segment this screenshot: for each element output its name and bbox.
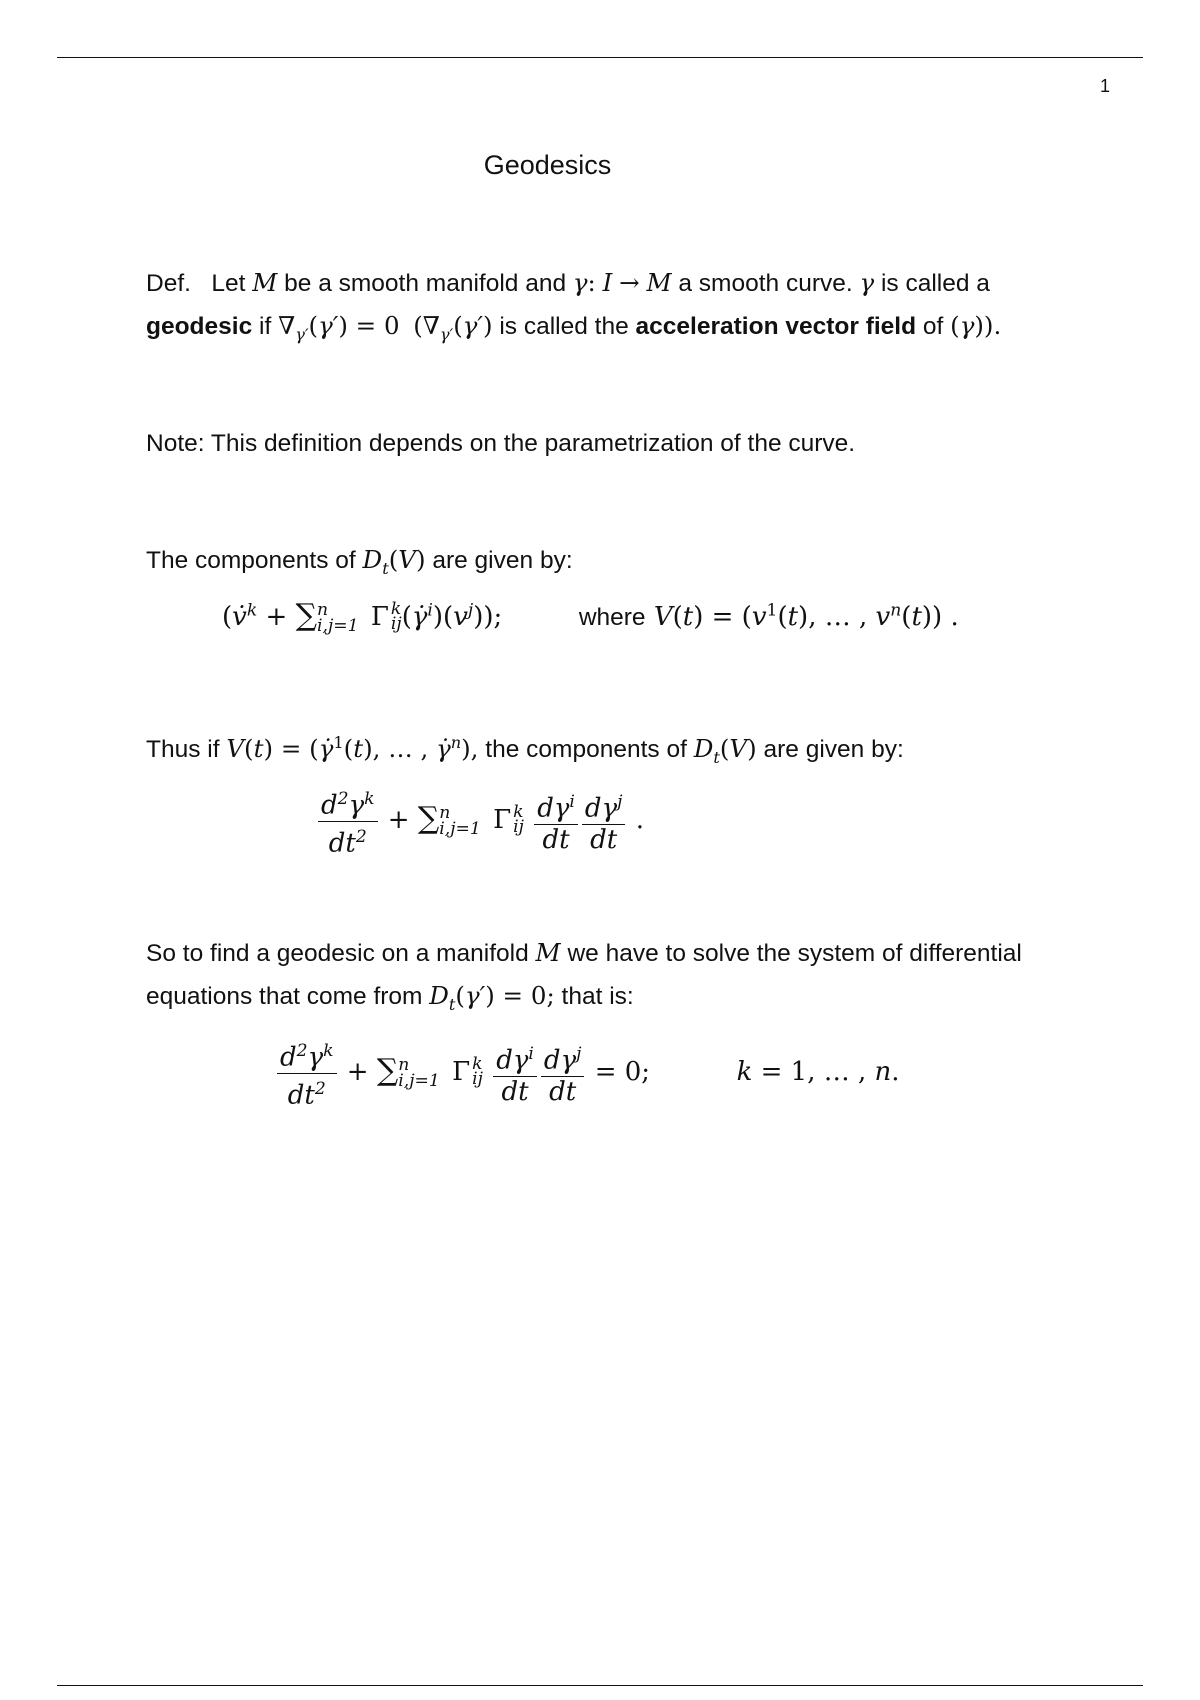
components-text: are given by: (432, 547, 573, 574)
system-line-2 (146, 975, 1106, 1026)
math-covariant-derivative: $D_t$ (362, 545, 389, 578)
math-velocity-field: V(t) = (γ̇$^1$(t), … , γ̇$^n$), (226, 733, 479, 764)
definition-text: is called a (880, 270, 990, 297)
system-text: So to find a geodesic on a manifold (146, 940, 529, 967)
note-paragraph: Note: This definition depends on the parametrization of the curve. (146, 430, 856, 457)
page-number: 1 (1099, 76, 1110, 96)
components-intro: The components of $D_t(V)$ are given by: (146, 545, 573, 578)
footer-rule (57, 1685, 1143, 1686)
page-title: Geodesics (483, 150, 612, 180)
term-geodesic: geodesic (146, 313, 253, 340)
geodesic-system-paragraph (146, 932, 1106, 1026)
math-acceleration: ($\nabla_{\gamma'}(\gamma')$ (413, 311, 493, 344)
geodesic-equation: $\frac{d^2\gamma^k}{dt^2}$ + ∑ n i,j=1 Γ k ij $\frac{d\gamma^i}{dt}$ $\frac{d\gamma^j}{dt}$ = 0; k = 1, … , n. (275, 1036, 900, 1110)
definition-text: of (922, 313, 944, 340)
definition-text: be a smooth manifold and (284, 270, 567, 297)
math-geodesic-equation: $\nabla_{\gamma'}(\gamma') = 0$ (278, 311, 400, 344)
definition-text: Let (211, 270, 246, 297)
thus-paragraph: Thus if V(t) = (γ̇$^1$(t), … , γ̇$^n$), the components of $D_t(V)$ are given by: (146, 733, 904, 768)
components-text: The components of (146, 547, 356, 574)
system-text: equations that come from (146, 983, 423, 1010)
definition-text: a smooth curve. (678, 270, 853, 297)
term-acceleration-vector-field: acceleration vector field (635, 313, 917, 340)
definition-line-1: Def. Let M be a smooth manifold and γ: I → M a smooth curve. γ is called a (146, 268, 990, 297)
math-manifold: M (252, 268, 278, 297)
header-rule (57, 57, 1143, 58)
acceleration-components-equation: $\frac{d^2\gamma^k}{dt^2}$ + ∑ n i,j=1 Γ k ij $\frac{d\gamma^i}{dt}$ $\frac{d\gamma^j}{dt}$ . (316, 784, 644, 858)
definition-text: if (259, 313, 272, 340)
definition-text: is called the (499, 313, 629, 340)
definition-line-2 (146, 305, 1106, 356)
thus-text: the components of (485, 736, 687, 764)
math-curve-map: γ (572, 268, 588, 297)
math-manifold: M (535, 938, 561, 967)
math-gamma: γ (859, 268, 875, 297)
math-gamma-close: (γ)). (950, 311, 1002, 340)
definition-paragraph (146, 262, 1106, 356)
math-geodesic-condition: $D_t(\gamma') = 0$; (429, 981, 555, 1014)
system-text: that is: (561, 983, 634, 1010)
components-equation: (v̇$^k$ + ∑ n i,j=1 Γ k ij $(\gammȧ^i)(v^j)$); where $V(t) = (v^1(t)$, … , $v^n(t)$) . (222, 598, 959, 636)
where-label: where (578, 604, 646, 631)
thus-text: Thus if (146, 736, 220, 764)
thus-text: are given by: (763, 736, 904, 764)
system-text: we have to solve the system of differential (567, 940, 1022, 967)
math-covariant-derivative: $D_t$ (693, 734, 720, 768)
definition-label: Def. (146, 270, 191, 297)
system-line-1 (146, 932, 1106, 975)
